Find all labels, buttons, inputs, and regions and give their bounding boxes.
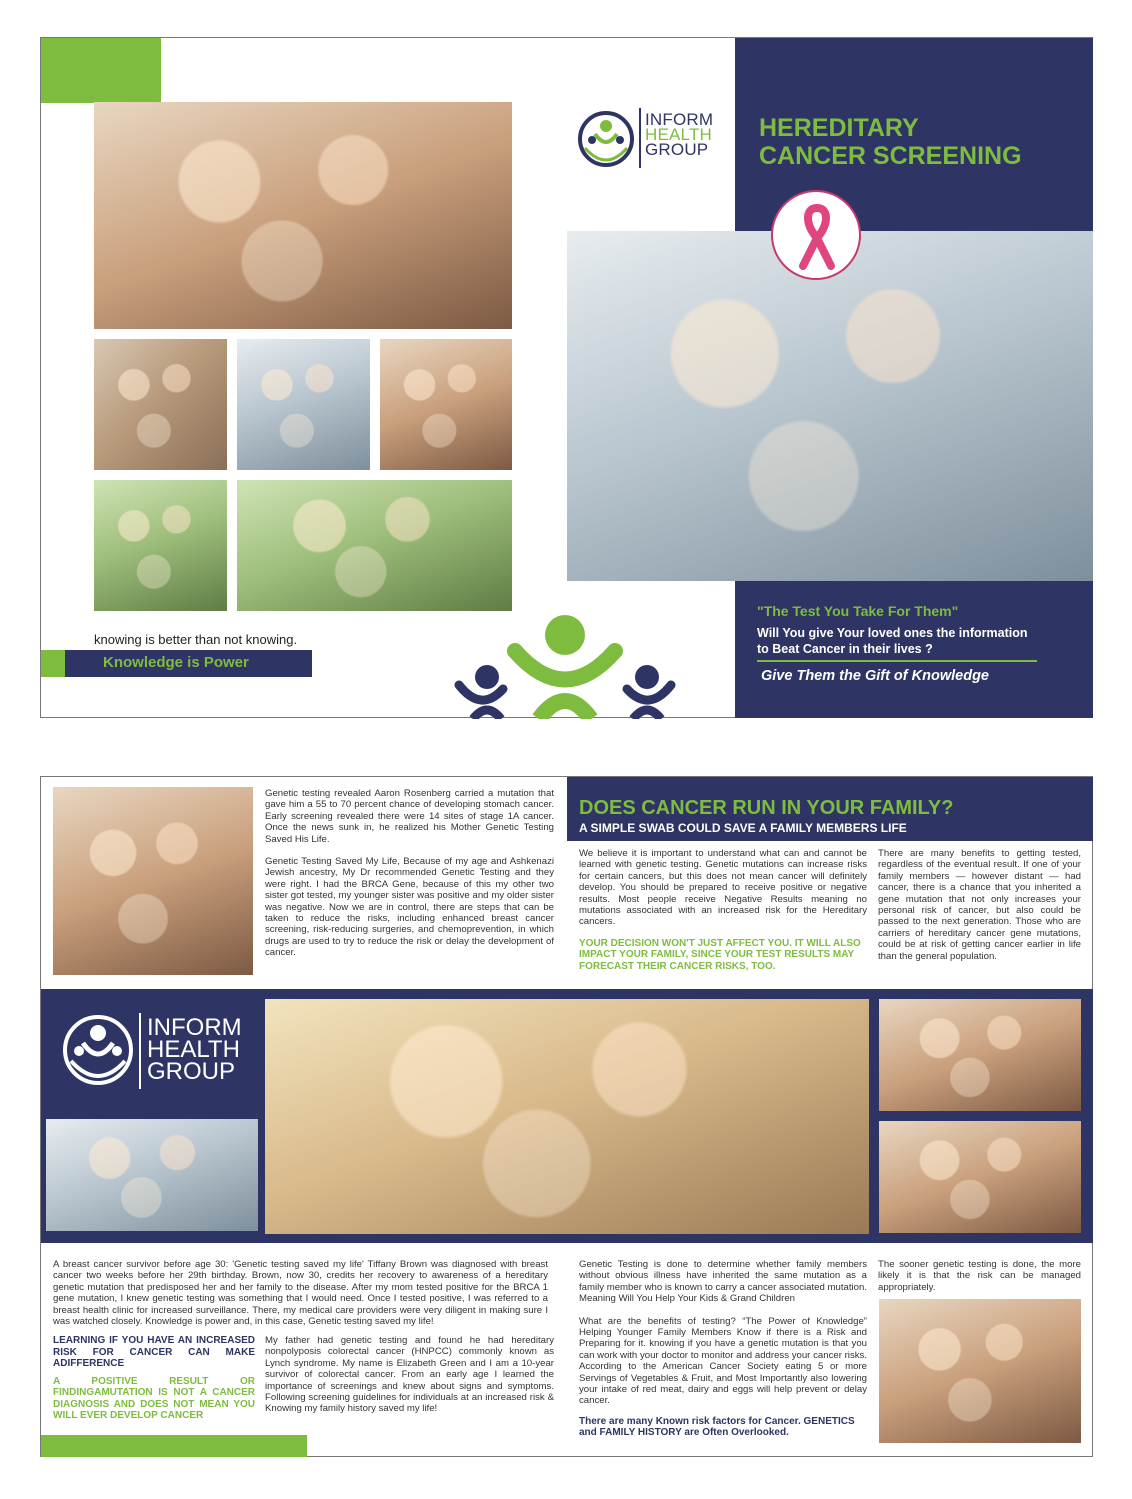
tagline-quote: "The Test You Take For Them" [757, 603, 959, 619]
story-aaron-p2: Genetic Testing Saved My Life, Because of my age and Ashkenazi Jewish ancestry, My Dr recommended Genetic Testing and they were right. I had the BRCA Gene, because of this my other two sister got tested, my younger sister was positive and my older sister was negative. Now we are in control, there are steps that can be taken to reduce the risks, including enhanced breast cancer screening, risk-reducing surgeries, and chemoprevention, in which drugs are used to try to reduce the risk or delay the development of cancer. [265, 856, 554, 959]
band-brand-line2: HEALTH [147, 1036, 240, 1063]
father-story: My father had genetic testing and found he had hereditary nonpolyposis colorectal cancer (HNPCC) commonly known as Lynch syndrome. My name is Elizabeth Green and I am a 10-year survivor of colorectal cancer. From an early age I learned the importance of screenings and knew about signs and symptoms. Following screening guidelines for individuals at an increased risk & Knowing my family history saved my life! [265, 1335, 554, 1415]
hero-family-photo-right [567, 231, 1093, 581]
photo-grandparents-kids [94, 480, 227, 611]
band-brand-line1: INFORM [147, 1014, 242, 1041]
tagline-line1: Will You give Your loved ones the information [757, 626, 1028, 640]
positive-callout: A POSITIVE RESULT OR FINDINGAMUTATION IS NOT A CANCER DIAGNOSIS AND DOES NOT MEAN YOU WILL EVER DEVELOP CANCER [53, 1375, 255, 1421]
cover-title-line2: CANCER SCREENING [759, 142, 1022, 170]
column-a [579, 848, 867, 972]
knowledge-accent [41, 650, 65, 677]
photo-kiss-grandpa [879, 999, 1081, 1111]
band-logo-divider [139, 1013, 141, 1089]
testing-p2: What are the benefits of testing? “The Power of Knowledge” Helping Younger Family Members Know if there is a Risk and Preparing for it. knowing if you have a genetic mutation is that you can work with your doctor to monitor and address your cancer risks. According to the American Cancer Society eating 5 or more Servings of Vegetables & Fruit, and Most Importantly also lowering your intake of red meat, dairy and eggs will help prevent or delay cancer. [579, 1315, 867, 1407]
knowing-text: knowing is better than not knowing. [94, 632, 298, 647]
heading-banner [567, 777, 1093, 841]
brand-line1: INFORM [645, 110, 714, 129]
pink-ribbon-icon [795, 202, 839, 270]
brand-line3: GROUP [645, 140, 709, 159]
testing-p1: Genetic Testing is done to determine whether family members without obvious illness have inherited the same mutation as a family member who is known to carry a cancer associated mutation. Meaning Will You Help Your Kids & Grand Children [579, 1259, 867, 1305]
hero-family-photo-left [94, 102, 512, 329]
decision-callout: YOUR DECISION WON'T JUST AFFECT YOU. IT WILL ALSO IMPACT YOUR FAMILY, SINCE YOUR TEST RESULTS MAY FORECAST THEIR CANCER RISKS, TOO. [579, 937, 861, 972]
photo-grandma-child [380, 339, 512, 470]
column-a-text: We believe it is important to understand what can and cannot be learned with genetic testing. Genetic mutations can increase risks for certain cancers, but this does not mean cancer will definitely develop. You should be prepared to receive positive or negative results. Most people receive Negative Results meaning no mutations associated with an increased risk for the Hereditary cancers. [579, 848, 867, 928]
main-heading: DOES CANCER RUN IN YOUR FAMILY? [579, 797, 954, 819]
story-aaron [265, 788, 554, 959]
tiffany-story: A breast cancer survivor before age 30: 'Genetic testing saved my life' Tiffany Brown was diagnosed with breast cancer two weeks before her 29th birthday. Brown, now 30, credits her recovery to awareness of a hereditary genetic mutation that predisposed her and her family to the disease. After my mom tested positive for the BRCA 1 gene mutation, I knew genetic testing was something that I would need. Once I tested positive, I was referred to a breast health clinic for increased surveillance. There, my medical care providers were very diligent in making sure I was watched closely. Knowledge is power and, in this case, Genetic testing saved my life! [53, 1259, 548, 1328]
photo-grandpa-granddaughter [879, 1299, 1081, 1443]
risk-factors-callout: There are many Known risk factors for Cancer. GENETICS and FAMILY HISTORY are Often Overlooked. [579, 1415, 855, 1439]
knowledge-power-label: Knowledge is Power [103, 654, 249, 671]
photo-grandparents-girl [879, 1121, 1081, 1233]
photo-grandpa-play [46, 1119, 258, 1231]
tagline-body [757, 625, 1028, 657]
logo-divider [639, 108, 641, 168]
cover-title [759, 114, 1022, 170]
gift-text: Give Them the Gift of Knowledge [761, 668, 989, 684]
story-aaron-p1: Genetic testing revealed Aaron Rosenberg carried a mutation that gave him a 55 to 70 percent chance of developing stomach cancer. Early screening revealed there were 14 sites of stage 1A cancer. Once the news sunk in, he realized his Mother Genetic Testing Saved His Life. [265, 788, 554, 845]
learning-callout: LEARNING IF YOU HAVE AN INCREASED RISK FOR CANCER CAN MAKE ADIFFERENCE [53, 1335, 255, 1369]
band-logo-icon [61, 1013, 135, 1087]
photo-family-park [237, 480, 512, 611]
family-logo-icon [451, 613, 691, 719]
tagline-divider [757, 660, 1037, 662]
testing-column [579, 1259, 867, 1439]
photo-large-family [53, 787, 253, 975]
band-wordmark [147, 1014, 242, 1085]
left-callouts [53, 1335, 255, 1422]
tagline-line2: to Beat Cancer in their lives ? [757, 642, 933, 656]
cover-title-line1: HEREDITARY [759, 114, 919, 142]
brand-logo-box [567, 38, 735, 228]
brand-line2: HEALTH [645, 125, 713, 144]
green-corner-block [41, 38, 161, 103]
knowledge-bar [65, 650, 312, 677]
sooner-text: The sooner genetic testing is done, the more likely it is that the risk can be managed appropriately. [878, 1259, 1081, 1293]
sub-heading: A SIMPLE SWAB COULD SAVE A FAMILY MEMBERS LIFE [579, 821, 907, 835]
brand-wordmark [645, 112, 713, 157]
photo-multi-generation [265, 999, 869, 1234]
inside-page [40, 776, 1093, 1457]
photo-grandma-girl [94, 339, 227, 470]
band-brand-line3: GROUP [147, 1058, 236, 1085]
ribbon-badge [771, 190, 861, 280]
brand-logo-icon [577, 110, 635, 168]
cover-page [40, 37, 1093, 718]
bottom-green-bar [41, 1435, 307, 1457]
column-b: There are many benefits to getting tested, regardless of the eventual result. If one of your family members — however distant — had cancer, there is a chance that you inherited a gene mutation that not only increases your personal risk of cancer, but also could be passed to the next generation. Those who are carriers of hereditary cancer gene mutations, could be at risk of getting cancer earlier in life than the general population. [878, 848, 1081, 962]
photo-grandpa-boy [237, 339, 370, 470]
